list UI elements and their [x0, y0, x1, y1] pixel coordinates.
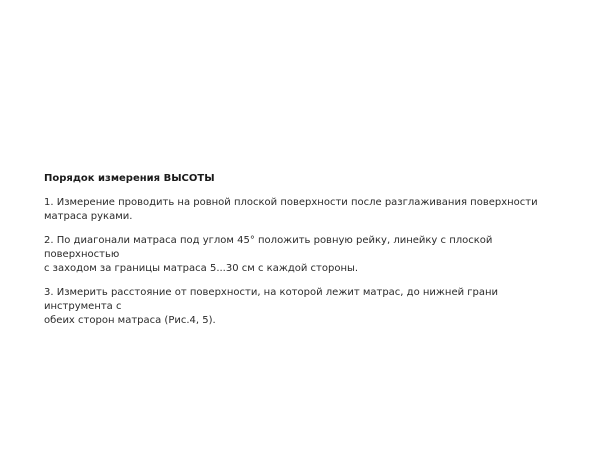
step-3: 3. Измерить расстояние от поверхности, на которой лежит матрас, до нижней грани инструмента с обеих сторон матраса (Рис.4, 5).	[44, 287, 499, 326]
step-1: 1. Измерение проводить на ровной плоской поверхности после разглаживания поверхности матраса руками.	[44, 197, 538, 222]
step-2: 2. По диагонали матраса под углом 45° положить ровную рейку, линейку с плоской поверхностью с заходом за границы матраса 5...30 см с каждой стороны.	[44, 235, 493, 274]
section-heading: Порядок измерения ВЫСОТЫ	[44, 173, 215, 184]
instructions-block	[44, 172, 564, 338]
